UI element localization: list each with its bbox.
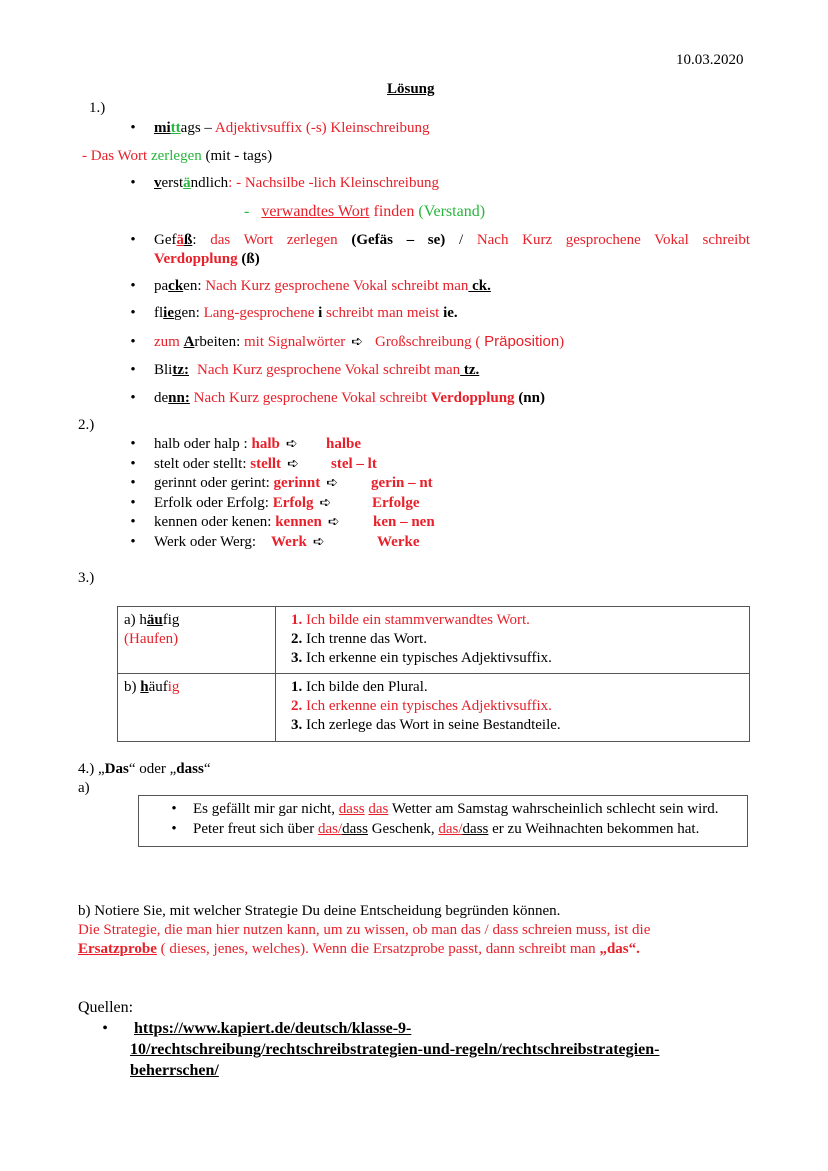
list-item: • denn: Nach Kurz gesprochene Vokal schreibt Verdopplung (nn) (130, 390, 545, 406)
table-cell: b) häufig (118, 674, 276, 741)
list-item: 2. Ich erkenne ein typisches Adjektivsuffix. (306, 697, 743, 716)
arrow-icon: ➪ (351, 335, 363, 350)
list-item: • fliegen: Lang-gesprochene i schreibt man meist ie. (130, 305, 458, 321)
list-item: - Das Wort zerlegen (mit - tags) (82, 148, 273, 164)
sources-label: Quellen: (78, 999, 134, 1016)
table-row (118, 674, 750, 741)
section-4-heading: 4.) „Das“ oder „dass“ (78, 761, 211, 777)
list-item: 2. Ich trenne das Wort. (306, 630, 743, 649)
list-item: • Peter freut sich über das/dass Geschenk, das/dass er zu Weihnachten bekommen hat. (171, 820, 700, 837)
date: 10.03.2020 (676, 52, 744, 68)
table-cell (276, 607, 750, 674)
arrow-icon: ➪ (326, 476, 338, 491)
arrow-icon: ➪ (327, 515, 340, 530)
list-item: • mittags – Adjektivsuffix (-s) Kleinschreibung (128, 119, 430, 138)
table-cell: a) häufig (Haufen) (118, 607, 276, 674)
task-b: b) Notiere Sie, mit welcher Strategie Du deine Entscheidung begründen können. (78, 903, 561, 919)
section-2-number: 2.) (78, 417, 95, 433)
list-item: • Blitz: Nach Kurz gesprochene Vokal schreibt man tz. (130, 362, 480, 378)
list-item: • Gefäß: das Wort zerlegen (Gefäs – se) / Nach Kurz gesprochene Vokal schreibt Verdopplung (ß) (130, 232, 751, 267)
list-item: 3. Ich zerlege das Wort in seine Bestandteile. (306, 716, 743, 735)
list-item: 1. Ich bilde ein stammverwandtes Wort. (306, 611, 743, 630)
list-item: • verständlich: - Nachsilbe -lich Kleinschreibung (130, 175, 439, 191)
das-dass-box (138, 795, 748, 847)
sub-label-a: a) (78, 780, 90, 796)
arrow-icon: ➪ (285, 437, 298, 452)
strategy-table (117, 606, 750, 742)
arrow-icon: ➪ (319, 495, 332, 511)
list-item: • packen: Nach Kurz gesprochene Vokal schreibt man ck. (130, 278, 491, 294)
source-link[interactable]: • https://www.kapiert.de/deutsch/klasse-9- 10/rechtschreibung/rechtschreibstrategien-und-regeln/rechtschreibstrategien- beherrschen/ (102, 1020, 660, 1079)
arrow-icon: ➪ (312, 534, 325, 550)
table-cell (276, 674, 750, 741)
answer-b-line1: Die Strategie, die man hier nutzen kann, um zu wissen, ob man das / dass schreien muss, ist die (78, 922, 651, 938)
answer-b-line2: Ersatzprobe ( dieses, jenes, welches). Wenn die Ersatzprobe passt, dann schreibt man „das“. (78, 941, 640, 957)
list-item: • Es gefällt mir gar nicht, dass das Wetter am Samstag wahrscheinlich schlecht sein wird. (171, 801, 719, 817)
bullet: • (130, 120, 136, 136)
list-item: 3. Ich erkenne ein typisches Adjektivsuffix. (306, 649, 743, 668)
section-3-number: 3.) (78, 570, 95, 586)
arrow-icon: ➪ (287, 456, 299, 472)
page-title: Lösung (387, 81, 435, 97)
list-item: - verwandtes Wort finden (Verstand) (244, 203, 486, 220)
section-1-number: 1.) (89, 100, 106, 116)
list-item: 1. Ich bilde den Plural. (306, 678, 743, 697)
list-item: • zum Arbeiten: mit Signalwörter ➪ Großschreibung ( Präposition) (130, 333, 565, 350)
table-row (118, 607, 750, 674)
